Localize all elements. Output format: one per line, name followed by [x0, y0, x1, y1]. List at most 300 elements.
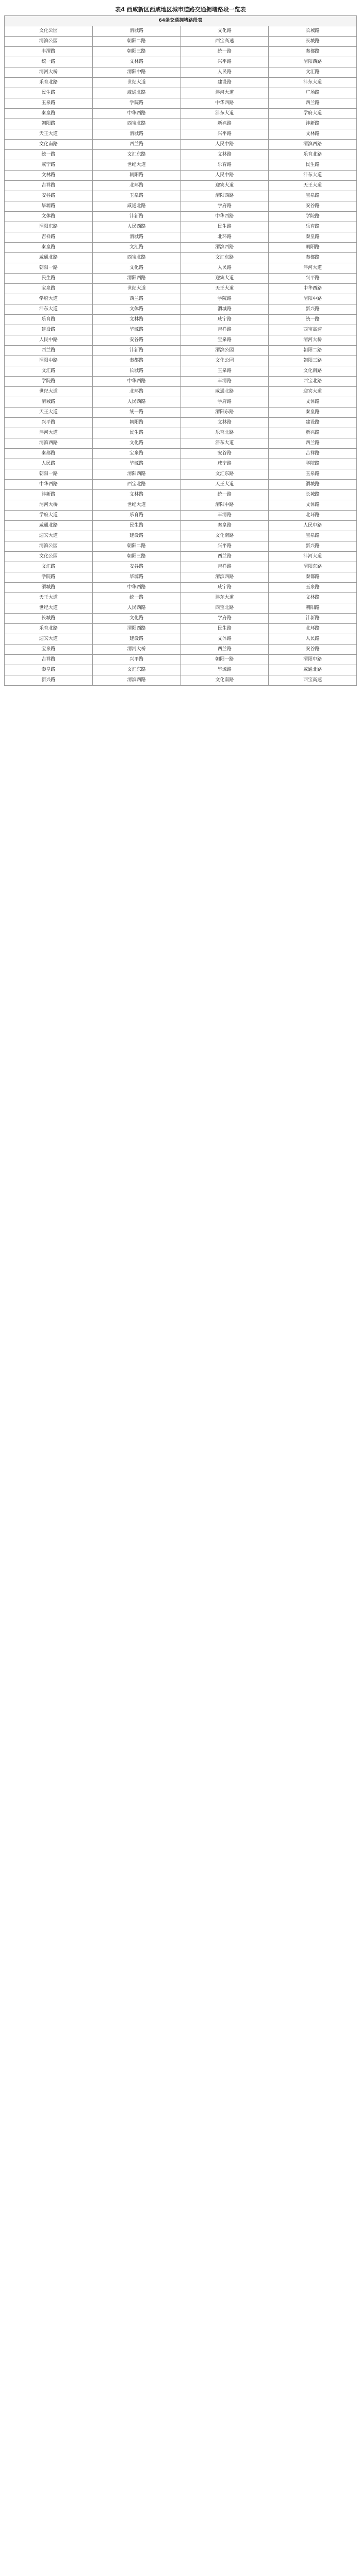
table-cell: 世纪大道 — [92, 78, 180, 88]
table-cell: 渭阳中路 — [92, 67, 180, 78]
table-cell: 咸通北路 — [5, 253, 93, 263]
table-cell: 玉泉路 — [269, 469, 357, 480]
table-cell: 乐育北路 — [269, 150, 357, 160]
table-cell: 人民路 — [180, 263, 269, 274]
table-cell: 统一路 — [5, 150, 93, 160]
table-cell: 民生路 — [180, 222, 269, 232]
congestion-table — [4, 15, 357, 686]
document-page — [0, 0, 361, 690]
table-cell: 毕塬路 — [92, 459, 180, 469]
table-row — [5, 253, 357, 263]
table-cell: 朝阳三路 — [92, 47, 180, 57]
table-cell: 长城路 — [92, 366, 180, 377]
table-cell: 西兰路 — [92, 140, 180, 150]
table-row — [5, 109, 357, 119]
table-cell: 学院路 — [180, 294, 269, 304]
table-cell: 玉泉路 — [5, 98, 93, 109]
table-cell: 统一路 — [5, 57, 93, 67]
table-cell: 中华西路 — [92, 583, 180, 593]
table-cell: 渭河大桥 — [5, 67, 93, 78]
table-cell: 中华西路 — [92, 377, 180, 387]
table-cell: 文林路 — [180, 150, 269, 160]
table-cell: 世纪大道 — [5, 603, 93, 614]
table-cell: 建设路 — [269, 418, 357, 428]
table-cell: 新兴路 — [180, 119, 269, 129]
table-subtitle-row — [5, 16, 357, 26]
table-cell: 西兰路 — [269, 438, 357, 449]
table-cell: 民生路 — [269, 160, 357, 171]
table-row — [5, 284, 357, 294]
table-cell: 学府大道 — [5, 294, 93, 304]
table-row — [5, 377, 357, 387]
table-row — [5, 614, 357, 624]
table-cell: 沣东大道 — [180, 593, 269, 603]
table-row — [5, 37, 357, 47]
table-row — [5, 675, 357, 686]
table-cell: 兴平路 — [5, 418, 93, 428]
table-cell: 建设路 — [5, 325, 93, 335]
table-cell: 渭城路 — [92, 129, 180, 140]
table-row — [5, 500, 357, 511]
table-cell: 北环路 — [269, 511, 357, 521]
table-row — [5, 480, 357, 490]
table-cell: 渭阳中路 — [269, 655, 357, 665]
table-cell: 咸通北路 — [180, 387, 269, 397]
table-cell: 毕塬路 — [92, 325, 180, 335]
table-cell: 安谷路 — [92, 335, 180, 346]
table-cell: 乐育北路 — [5, 78, 93, 88]
table-cell: 沣新路 — [92, 346, 180, 356]
table-cell: 安谷路 — [92, 562, 180, 572]
table-cell: 天王大道 — [180, 480, 269, 490]
table-cell: 世纪大道 — [92, 160, 180, 171]
table-cell: 文汇路 — [92, 243, 180, 253]
table-cell: 民生路 — [5, 274, 93, 284]
table-row — [5, 645, 357, 655]
table-cell: 朝阳二路 — [92, 541, 180, 552]
table-cell: 朝阳一路 — [5, 263, 93, 274]
table-cell: 新兴路 — [269, 428, 357, 438]
table-row — [5, 191, 357, 201]
table-cell: 天王大道 — [269, 181, 357, 191]
table-cell: 毕塬路 — [92, 572, 180, 583]
table-cell: 吉祥路 — [180, 562, 269, 572]
table-cell: 沣新路 — [269, 614, 357, 624]
table-cell: 中华西路 — [269, 284, 357, 294]
table-cell: 文体路 — [5, 212, 93, 222]
table-cell: 西兰路 — [180, 552, 269, 562]
table-cell: 沣东大道 — [180, 438, 269, 449]
table-row — [5, 304, 357, 315]
table-row — [5, 366, 357, 377]
table-cell: 人民路 — [5, 459, 93, 469]
table-subtitle: 64条交通拥堵路段表 — [5, 16, 357, 26]
table-cell: 宝泉路 — [5, 284, 93, 294]
table-cell: 文汇东路 — [92, 150, 180, 160]
table-row — [5, 274, 357, 284]
table-cell: 学院路 — [5, 572, 93, 583]
table-cell: 吉祥路 — [5, 232, 93, 243]
table-cell: 吉祥路 — [180, 325, 269, 335]
table-cell: 宝泉路 — [5, 645, 93, 655]
table-cell: 文林路 — [5, 171, 93, 181]
table-cell: 乐育路 — [180, 160, 269, 171]
table-cell: 沣河大道 — [269, 552, 357, 562]
table-cell: 沣新路 — [269, 119, 357, 129]
table-cell: 丰渭路 — [180, 377, 269, 387]
table-cell: 渭城路 — [92, 26, 180, 37]
table-row — [5, 201, 357, 212]
table-row — [5, 212, 357, 222]
table-cell: 文化路 — [92, 614, 180, 624]
table-cell: 西宝北路 — [180, 603, 269, 614]
table-cell: 乐育路 — [5, 315, 93, 325]
table-cell: 乐育路 — [92, 511, 180, 521]
table-cell: 渭城路 — [5, 397, 93, 408]
table-row — [5, 243, 357, 253]
table-cell: 文林路 — [180, 418, 269, 428]
table-row — [5, 428, 357, 438]
table-cell: 渭阳中路 — [5, 356, 93, 366]
table-cell: 渭阳中路 — [180, 500, 269, 511]
table-row — [5, 232, 357, 243]
table-cell: 渭阳中路 — [269, 294, 357, 304]
table-cell: 朝阳二路 — [92, 37, 180, 47]
table-cell: 文化路 — [92, 263, 180, 274]
table-cell: 文体路 — [92, 304, 180, 315]
table-cell: 秦都路 — [269, 47, 357, 57]
table-cell: 统一路 — [269, 315, 357, 325]
table-cell: 宝泉路 — [269, 191, 357, 201]
table-cell: 长城路 — [269, 26, 357, 37]
table-cell: 秦皇路 — [5, 243, 93, 253]
table-cell: 西宝北路 — [92, 480, 180, 490]
table-cell: 文汇路 — [5, 562, 93, 572]
table-cell: 新兴路 — [5, 675, 93, 686]
table-cell: 朝阳路 — [269, 603, 357, 614]
table-cell: 安谷路 — [180, 449, 269, 459]
table-cell: 文体路 — [180, 634, 269, 645]
table-row — [5, 160, 357, 171]
table-cell: 人民西路 — [92, 603, 180, 614]
table-row — [5, 583, 357, 593]
table-cell: 文林路 — [92, 490, 180, 500]
table-cell: 天王大道 — [5, 129, 93, 140]
table-cell: 文化公园 — [180, 356, 269, 366]
table-cell: 安谷路 — [5, 191, 93, 201]
table-cell: 迎宾大道 — [5, 531, 93, 541]
table-cell: 宝泉路 — [180, 335, 269, 346]
table-cell: 文汇路 — [5, 366, 93, 377]
table-cell: 西宝北路 — [269, 377, 357, 387]
table-cell: 北环路 — [92, 181, 180, 191]
table-cell: 渭城路 — [92, 232, 180, 243]
table-cell: 渭阳西路 — [180, 191, 269, 201]
table-cell: 朝阳路 — [5, 119, 93, 129]
table-cell: 沣新路 — [5, 490, 93, 500]
table-cell: 秦都路 — [269, 572, 357, 583]
table-row — [5, 26, 357, 37]
table-row — [5, 459, 357, 469]
table-cell: 文体路 — [269, 500, 357, 511]
table-cell: 渭滨公园 — [5, 541, 93, 552]
table-cell: 渭滨公园 — [5, 37, 93, 47]
table-cell: 西宝北路 — [92, 119, 180, 129]
table-row — [5, 397, 357, 408]
table-cell: 兴平路 — [92, 655, 180, 665]
table-cell: 民生路 — [5, 88, 93, 98]
table-cell: 朝阳二路 — [269, 346, 357, 356]
table-cell: 玉泉路 — [180, 366, 269, 377]
table-cell: 兴平路 — [180, 129, 269, 140]
table-cell: 迎宾大道 — [180, 274, 269, 284]
table-cell: 西兰路 — [180, 645, 269, 655]
table-cell: 毕塬路 — [180, 665, 269, 675]
table-cell: 渭滨西路 — [92, 675, 180, 686]
table-cell: 西宝高速 — [180, 37, 269, 47]
table-cell: 渭城路 — [5, 583, 93, 593]
table-row — [5, 603, 357, 614]
table-cell: 人民西路 — [92, 222, 180, 232]
table-cell: 北环路 — [269, 624, 357, 634]
table-cell: 朝阳路 — [92, 418, 180, 428]
table-cell: 乐育北路 — [5, 624, 93, 634]
table-cell: 沣东大道 — [269, 78, 357, 88]
table-cell: 秦皇路 — [269, 408, 357, 418]
table-cell: 宝泉路 — [92, 449, 180, 459]
table-cell: 渭河大桥 — [92, 645, 180, 655]
table-cell: 朝阳三路 — [92, 552, 180, 562]
table-cell: 沣东大道 — [5, 304, 93, 315]
table-cell: 天王大道 — [180, 284, 269, 294]
table-cell: 沣河大道 — [180, 88, 269, 98]
table-cell: 建设路 — [180, 78, 269, 88]
table-cell: 秦皇路 — [5, 109, 93, 119]
table-body — [5, 16, 357, 686]
table-cell: 文化南路 — [5, 140, 93, 150]
table-row — [5, 150, 357, 160]
table-cell: 文汇东路 — [180, 469, 269, 480]
table-cell: 文体路 — [269, 397, 357, 408]
table-cell: 渭河大桥 — [5, 500, 93, 511]
table-row — [5, 634, 357, 645]
table-cell: 吉祥路 — [5, 655, 93, 665]
table-cell: 秦都路 — [92, 356, 180, 366]
table-cell: 乐育北路 — [180, 428, 269, 438]
table-cell: 安谷路 — [269, 645, 357, 655]
table-cell: 学院路 — [269, 459, 357, 469]
table-cell: 新兴路 — [269, 304, 357, 315]
table-row — [5, 624, 357, 634]
table-row — [5, 263, 357, 274]
table-cell: 丰渭路 — [5, 47, 93, 57]
table-cell: 文汇路 — [269, 67, 357, 78]
table-cell: 文汇东路 — [92, 665, 180, 675]
table-row — [5, 346, 357, 356]
table-cell: 学院路 — [269, 212, 357, 222]
table-cell: 沣东大道 — [269, 171, 357, 181]
table-cell: 文化路 — [92, 438, 180, 449]
table-cell: 兴平路 — [180, 541, 269, 552]
table-cell: 秦皇路 — [180, 521, 269, 531]
table-row — [5, 171, 357, 181]
table-row — [5, 521, 357, 531]
table-cell: 文林路 — [269, 129, 357, 140]
table-cell: 渭滨西路 — [180, 243, 269, 253]
table-cell: 朝阳一路 — [180, 655, 269, 665]
table-cell: 渭阳东路 — [180, 408, 269, 418]
table-cell: 毕塬路 — [5, 201, 93, 212]
table-cell: 人民中路 — [5, 335, 93, 346]
table-row — [5, 552, 357, 562]
table-cell: 渭城路 — [180, 304, 269, 315]
table-cell: 渭滨公园 — [180, 346, 269, 356]
table-row — [5, 222, 357, 232]
table-cell: 咸宁路 — [5, 160, 93, 171]
table-cell: 长城路 — [5, 614, 93, 624]
table-cell: 天王大道 — [5, 593, 93, 603]
table-row — [5, 335, 357, 346]
table-row — [5, 129, 357, 140]
table-cell: 沣河大道 — [269, 263, 357, 274]
table-cell: 迎宾大道 — [269, 387, 357, 397]
table-cell: 渭阳东路 — [5, 222, 93, 232]
table-cell: 迎宾大道 — [5, 634, 93, 645]
table-cell: 长城路 — [269, 490, 357, 500]
table-row — [5, 315, 357, 325]
table-row — [5, 98, 357, 109]
table-cell: 朝阳三路 — [269, 356, 357, 366]
table-cell: 丰渭路 — [180, 511, 269, 521]
table-cell: 天王大道 — [5, 408, 93, 418]
table-row — [5, 449, 357, 459]
table-cell: 秦皇路 — [269, 232, 357, 243]
table-row — [5, 655, 357, 665]
table-cell: 文化路 — [180, 26, 269, 37]
table-row — [5, 356, 357, 366]
table-cell: 咸宁路 — [180, 459, 269, 469]
table-cell: 统一路 — [180, 47, 269, 57]
table-cell: 迎宾大道 — [180, 181, 269, 191]
table-cell: 乐育路 — [269, 222, 357, 232]
table-cell: 统一路 — [180, 490, 269, 500]
table-cell: 沣新路 — [92, 212, 180, 222]
table-cell: 沣东大道 — [180, 109, 269, 119]
table-cell: 新兴路 — [269, 541, 357, 552]
table-row — [5, 511, 357, 521]
table-row — [5, 140, 357, 150]
table-cell: 民生路 — [92, 521, 180, 531]
table-cell: 咸通北路 — [269, 665, 357, 675]
table-cell: 渭河大桥 — [269, 335, 357, 346]
table-cell: 安谷路 — [269, 201, 357, 212]
table-cell: 北环路 — [92, 387, 180, 397]
table-cell: 渭滨西路 — [269, 140, 357, 150]
table-row — [5, 562, 357, 572]
table-cell: 人民西路 — [92, 397, 180, 408]
table-cell: 宝泉路 — [269, 531, 357, 541]
table-row — [5, 572, 357, 583]
table-row — [5, 294, 357, 304]
table-row — [5, 469, 357, 480]
table-cell: 文林路 — [92, 315, 180, 325]
table-cell: 学府大道 — [269, 109, 357, 119]
table-cell: 广场路 — [269, 88, 357, 98]
table-cell: 西宝高速 — [269, 675, 357, 686]
table-row — [5, 490, 357, 500]
table-cell: 文汇东路 — [180, 253, 269, 263]
table-cell: 世纪大道 — [92, 500, 180, 511]
table-cell: 文化南路 — [180, 675, 269, 686]
table-cell: 人民中路 — [180, 171, 269, 181]
table-cell: 咸宁路 — [180, 315, 269, 325]
table-cell: 秦都路 — [5, 449, 93, 459]
table-cell: 吉祥路 — [269, 449, 357, 459]
table-cell: 玉泉路 — [92, 191, 180, 201]
table-cell: 文化南路 — [269, 366, 357, 377]
table-cell: 文化公园 — [5, 26, 93, 37]
table-cell: 民生路 — [180, 624, 269, 634]
table-cell: 统一路 — [92, 593, 180, 603]
table-cell: 渭阳西路 — [269, 57, 357, 67]
table-cell: 长城路 — [269, 37, 357, 47]
table-cell: 渭滨西路 — [5, 438, 93, 449]
table-cell: 秦都路 — [269, 253, 357, 263]
table-row — [5, 119, 357, 129]
table-cell: 文林路 — [92, 57, 180, 67]
table-cell: 渭阳东路 — [269, 562, 357, 572]
table-cell: 兴平路 — [180, 57, 269, 67]
table-cell: 西宝北路 — [92, 253, 180, 263]
table-cell: 渭阳西路 — [92, 469, 180, 480]
table-cell: 建设路 — [92, 531, 180, 541]
table-cell: 朝阳路 — [92, 171, 180, 181]
table-cell: 兴平路 — [269, 274, 357, 284]
table-cell: 人民中路 — [269, 521, 357, 531]
table-row — [5, 408, 357, 418]
table-cell: 文林路 — [269, 593, 357, 603]
table-cell: 朝阳路 — [269, 243, 357, 253]
table-cell: 中华西路 — [180, 212, 269, 222]
table-row — [5, 78, 357, 88]
table-cell: 西宝高速 — [269, 325, 357, 335]
table-row — [5, 67, 357, 78]
table-row — [5, 181, 357, 191]
table-row — [5, 325, 357, 335]
table-cell: 秦皇路 — [5, 665, 93, 675]
table-cell: 中华西路 — [92, 109, 180, 119]
table-cell: 咸通北路 — [92, 201, 180, 212]
table-cell: 渭阳西路 — [92, 624, 180, 634]
table-cell: 学府大道 — [5, 511, 93, 521]
table-cell: 学院路 — [5, 377, 93, 387]
table-cell: 渭阳西路 — [92, 274, 180, 284]
table-cell: 吉祥路 — [5, 181, 93, 191]
table-cell: 北环路 — [180, 232, 269, 243]
table-row — [5, 541, 357, 552]
table-cell: 西兰路 — [92, 294, 180, 304]
table-row — [5, 57, 357, 67]
table-cell: 西兰路 — [269, 98, 357, 109]
table-cell: 文化南路 — [180, 531, 269, 541]
table-cell: 中华西路 — [180, 98, 269, 109]
table-cell: 咸通北路 — [92, 88, 180, 98]
table-cell: 玉泉路 — [269, 583, 357, 593]
document-title: 表4 西咸新区西咸地区城市道路交通拥堵路段一览表 — [115, 6, 246, 13]
table-cell: 学府路 — [180, 614, 269, 624]
table-cell: 学府路 — [180, 397, 269, 408]
table-cell: 学院路 — [92, 98, 180, 109]
